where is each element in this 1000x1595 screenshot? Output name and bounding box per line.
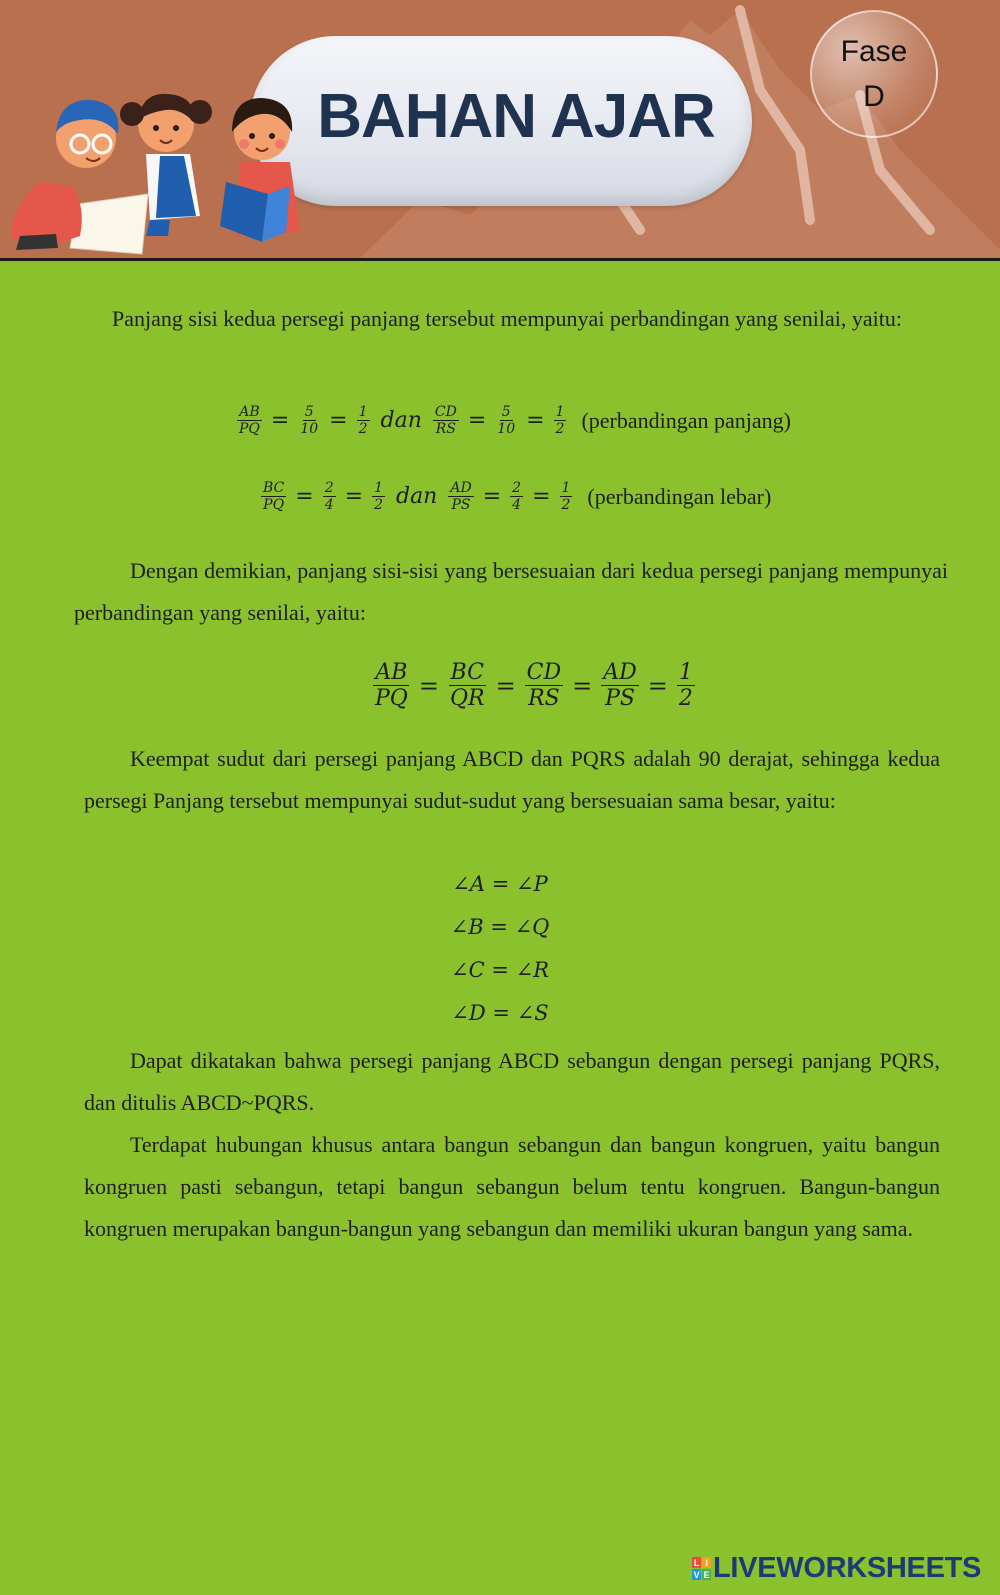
fraction: $\frac{5}{10}$ (300, 404, 319, 438)
equation-note: (perbandingan panjang) (581, 407, 791, 433)
fraction: $\frac{1}{2}$ (561, 480, 571, 514)
fraction: $\frac{BC}{QR}$ (449, 660, 485, 712)
angle-equation: ∠D = ∠S (451, 1001, 549, 1025)
logo-icon: L I V E (693, 1557, 710, 1580)
fraction: $\frac{AD}{PS}$ (450, 480, 472, 514)
fraction: $\frac{1}{2}$ (374, 480, 383, 514)
phase-badge (810, 10, 938, 138)
paragraph-similar-conclusion: Dapat dikatakan bahwa persegi panjang ABCD sebangun dengan persegi panjang PQRS, dan ditulis ABCD~PQRS. (84, 1048, 940, 1115)
fraction: $\frac{5}{10}$ (497, 404, 516, 438)
angle-equation: ∠C = ∠R (450, 958, 550, 982)
fraction: $\frac{2}{4}$ (324, 480, 334, 514)
fraction: $\frac{1}{2}$ (678, 660, 693, 712)
phase-badge-value: D (863, 80, 885, 113)
phase-badge-label: Fase (840, 35, 908, 68)
equation-length-ratio: $\frac{AB}{PQ}$ = $\frac{5}{10}$ = $\frac{1}{2}$ dan $\frac{CD}{RS}$ = $\frac{5}{10}$ = $\frac{1}{2}$ (perbandingan panjang) (239, 404, 791, 438)
fraction: $\frac{CD}{RS}$ (526, 660, 562, 712)
title-pill (250, 36, 752, 206)
children-illustration (0, 86, 320, 256)
logo-text: LIVEWORKSHEETS (713, 1552, 982, 1584)
header-banner (0, 0, 1000, 261)
fraction: $\frac{AB}{PQ}$ (239, 404, 260, 438)
paragraph-corresponding-sides: Dengan demikian, panjang sisi-sisi yang bersesuaian dari kedua persegi panjang mempunyai perbandingan yang senilai, yaitu: (74, 558, 948, 625)
fraction: $\frac{1}{2}$ (358, 404, 368, 438)
fraction: $\frac{2}{4}$ (512, 480, 522, 514)
fraction: $\frac{AD}{PS}$ (603, 660, 637, 712)
fraction: $\frac{1}{2}$ (555, 404, 565, 438)
equation-note: (perbandingan lebar) (587, 483, 772, 509)
fraction: $\frac{BC}{PQ}$ (263, 480, 285, 514)
angle-equation: ∠B = ∠Q (450, 915, 550, 939)
angle-equation: ∠A = ∠P (452, 872, 548, 896)
liveworksheets-logo (692, 1552, 981, 1585)
equation-all-ratios: $\frac{AB}{PQ}$ = $\frac{BC}{QR}$ = $\frac{CD}{RS}$ = $\frac{AD}{PS}$ = $\frac{1}{2}$ (375, 660, 693, 712)
conjunction: dan (380, 408, 422, 434)
paragraph-side-ratio: Panjang sisi kedua persegi panjang tersebut mempunyai perbandingan yang senilai, yaitu: (112, 306, 902, 331)
fraction: $\frac{AB}{PQ}$ (375, 660, 408, 712)
page-title: BAHAN AJAR (317, 81, 715, 151)
fraction: $\frac{CD}{RS}$ (434, 404, 457, 438)
paragraph-congruent: Terdapat hubungan khusus antara bangun sebangun dan bangun kongruen, yaitu bangun kongruen pasti sebangun, tetapi bangun sebangun belum tentu kongruen. Bangun-bangun kongruen merupakan bangun-bangun yang sebangun dan memiliki ukuran bangun yang sama. (84, 1132, 940, 1241)
equation-width-ratio: $\frac{BC}{PQ}$ = $\frac{2}{4}$ = $\frac{1}{2}$ dan $\frac{AD}{PS}$ = $\frac{2}{4}$ = $\frac{1}{2}$ (perbandingan lebar) (263, 480, 772, 514)
paragraph-angles: Keempat sudut dari persegi panjang ABCD dan PQRS adalah 90 derajat, sehingga kedua persegi Panjang tersebut mempunyai sudut-sudut yang bersesuaian sama besar, yaitu: (84, 746, 940, 813)
conjunction: dan (395, 484, 438, 510)
